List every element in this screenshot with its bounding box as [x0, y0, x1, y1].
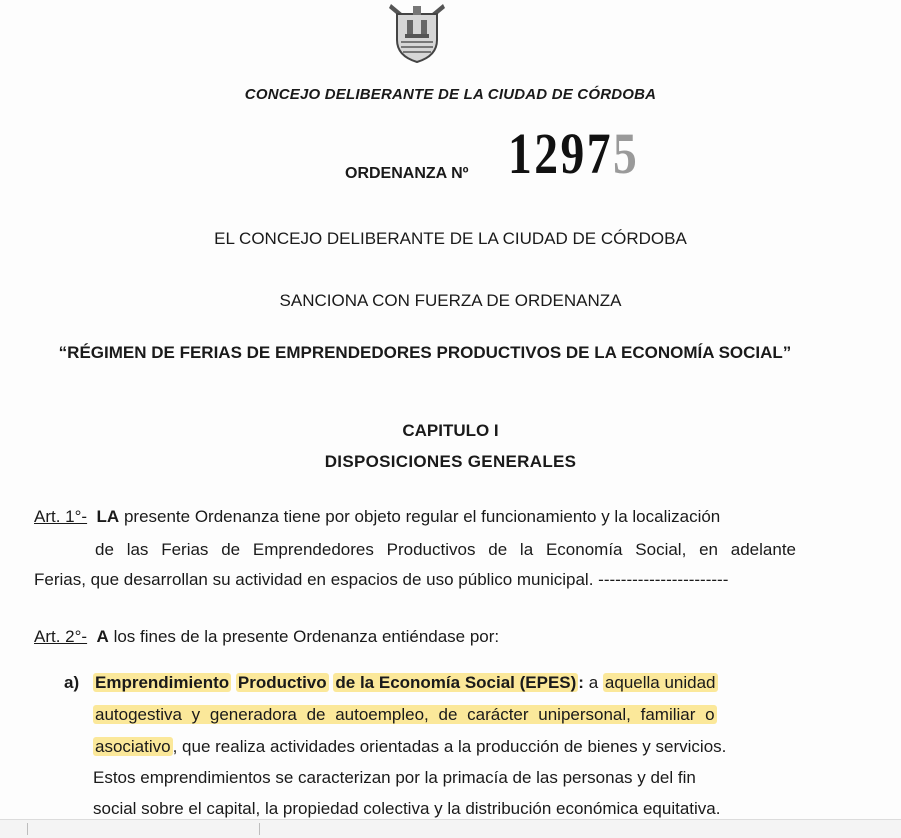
art2-label: Art. 2°-: [34, 627, 88, 646]
item-a-line-5: social sobre el capital, la propiedad colectiva y la distribución económica equitativa.: [93, 799, 721, 818]
bottom-bar-divider: [259, 823, 260, 835]
item-a-colon: :: [578, 673, 584, 692]
item-a-line-1: [93, 673, 718, 693]
ordinance-title: “RÉGIMEN DE FERIAS DE EMPRENDEDORES PRODUCTIVOS DE LA ECONOMÍA SOCIAL”: [58, 343, 792, 362]
item-a-term-2: Productivo: [237, 673, 327, 692]
item-a-term-1: Emprendimiento: [95, 673, 230, 692]
item-a-line-2: [93, 705, 717, 725]
art1-line-3: Ferias, que desarrollan su actividad en espacios de uso público municipal. -----------------------: [34, 570, 729, 589]
intro-line-2: SANCIONA CON FUERZA DE ORDENANZA: [279, 291, 622, 310]
item-a-text-3: , que realiza actividades orientadas a la producción de bienes y servicios.: [172, 737, 727, 756]
art1-text-1: presente Ordenanza tiene por objeto regular el funcionamiento y la localización: [123, 507, 721, 526]
item-a-highlight-1: aquella unidad: [604, 673, 716, 692]
art1-label: Art. 1°-: [34, 507, 88, 526]
item-a-line-3: [93, 737, 726, 757]
chapter-name: DISPOSICIONES GENERALES: [324, 452, 577, 471]
intro-line-1: EL CONCEJO DELIBERANTE DE LA CIUDAD DE CÓRDOBA: [214, 229, 687, 248]
viewer-bottom-bar: [0, 819, 901, 838]
item-a-term-3: de la Economía Social (EPES): [335, 673, 577, 692]
bottom-bar-divider: [27, 823, 28, 835]
item-a-line-4: Estos emprendimientos se caracterizan por la primacía de las personas y del fin: [93, 768, 696, 787]
art1-lead: LA: [96, 507, 120, 526]
ordinance-number: [508, 120, 639, 187]
art2-line: [34, 627, 499, 647]
item-a-article: a: [588, 673, 599, 692]
art1-line-1: [34, 507, 720, 527]
item-a-marker: a): [64, 673, 80, 692]
ordinance-label: ORDENANZA Nº: [345, 165, 469, 182]
ordinance-number-faded-digit: 5: [612, 121, 640, 186]
item-a-highlight-3: asociativo: [95, 737, 171, 756]
art2-lead: A: [96, 627, 109, 646]
ordinance-number-main: 1297: [508, 121, 613, 186]
institution-header: CONCEJO DELIBERANTE DE LA CIUDAD DE CÓRDOBA: [244, 86, 657, 103]
art2-text: los fines de la presente Ordenanza entiéndase por:: [113, 627, 500, 646]
art1-line-2: de las Ferias de Emprendedores Productivos de la Economía Social, en adelante: [95, 540, 796, 559]
item-a-highlight-2: autogestiva y generadora de autoempleo, de carácter unipersonal, familiar o: [95, 705, 715, 724]
city-coat-of-arms-icon: [377, 0, 457, 64]
chapter-number: CAPITULO I: [402, 421, 499, 440]
